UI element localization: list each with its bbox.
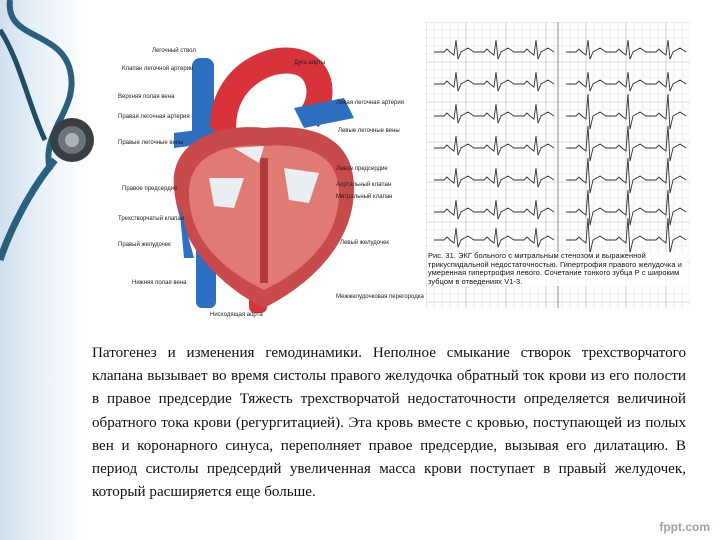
ecg-trace — [434, 136, 554, 155]
label-right-ventricle: Правый желудочек — [118, 242, 171, 248]
label-aortic-arch: Дуга аорты — [294, 60, 326, 66]
label-aortic-valve: Аортальный клапан — [336, 182, 392, 188]
label-pulmonary-trunk: Легочный ствол — [152, 48, 196, 54]
ecg-trace — [434, 168, 554, 187]
fppt-logo: fppt.com — [659, 520, 710, 534]
ecg-trace — [434, 200, 554, 219]
label-left-ventricle: Левый желудочек — [340, 240, 390, 246]
ecg-trace — [434, 72, 554, 91]
ecg-caption: Рис. 31. ЭКГ больного с митральным стенозом и выраженной трикуспидальной недостаточностью. Гипертрофия правого желудочка и умеренная гипертрофия левого. Сочетание тонкого зубца Р с широким зубцом в отведениях V1-3. — [428, 252, 688, 286]
label-right-atrium: Правое предсердие — [122, 186, 178, 192]
ecg-trace — [434, 40, 554, 59]
label-right-pulmonary-artery: Правая легочная артерия — [118, 114, 190, 120]
label-left-pulmonary-veins: Левые легочные вены — [338, 128, 400, 134]
heart-anatomy-figure — [114, 28, 424, 324]
label-right-pulmonary-veins: Правые легочные вены — [118, 140, 184, 146]
label-left-pulmonary-artery: Левая легочная артерия — [336, 100, 404, 106]
label-left-atrium: Левое предсердие — [336, 166, 388, 172]
stethoscope-image — [0, 0, 100, 300]
label-pulmonary-valve: Клапан легочной артерии — [122, 66, 194, 72]
label-descending-aorta: Нисходящая аорта — [210, 312, 263, 318]
label-septum: Межжелудочковая перегородка — [336, 294, 424, 300]
ecg-trace — [434, 228, 554, 247]
label-superior-vena-cava: Верхняя полая вена — [118, 94, 175, 100]
ecg-trace — [434, 104, 554, 123]
label-mitral-valve: Митральный клапан — [336, 194, 393, 200]
label-tricuspid-valve: Трехстворчатый клапан — [118, 216, 185, 222]
body-paragraph: Патогенез и изменения гемодинамики. Неполное смыкание створок трехстворчатого клапана вызывает во время систолы правого желудочка обратный ток крови из его полости в правое предсердие Тяжесть трехстворчатой недостаточности определяется величиной обратного тока крови (регургитацией). Эта кровь вместе с кровью, поступающей из полых вен и коронарного синуса, переполняет правое предсердие, вызывая его дилатацию. В период систолы предсердий увеличенная масса крови поступает в правый желудочек, который расширяется еще больше. — [92, 345, 686, 501]
label-inferior-vena-cava: Нижняя полая вена — [132, 280, 187, 286]
